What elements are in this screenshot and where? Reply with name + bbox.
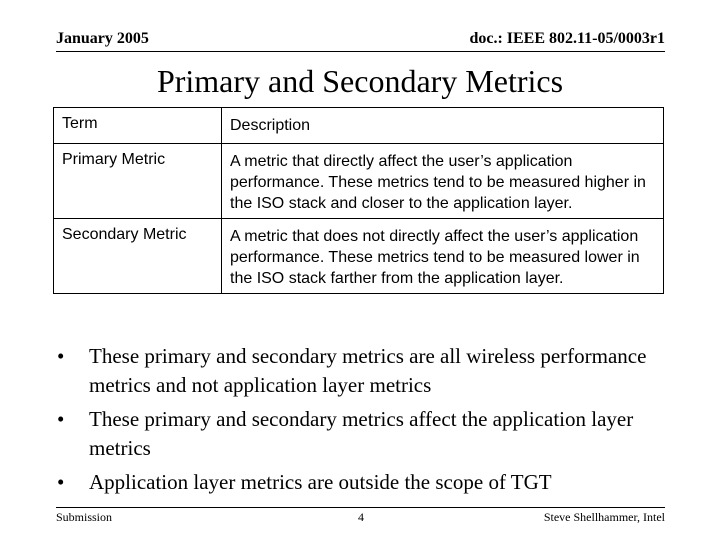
metrics-table [53, 107, 664, 294]
bullet-text: Application layer metrics are outside the scope of TGT [89, 470, 552, 494]
bullet-icon: • [57, 344, 65, 368]
footer-submission: Submission [56, 510, 113, 524]
table-row [54, 144, 664, 219]
list-item [57, 468, 677, 497]
bullet-text: These primary and secondary metrics are all wireless performance metrics and not application layer metrics [89, 344, 647, 397]
bullet-text: These primary and secondary metrics affect the application layer metrics [89, 407, 634, 460]
bullet-icon: • [57, 470, 65, 494]
table-header-row [54, 108, 664, 144]
header-doc-id: doc.: IEEE 802.11-05/0003r1 [469, 30, 665, 47]
header-date: January 2005 [56, 30, 149, 47]
column-header-term: Term [54, 108, 222, 144]
column-header-description: Description [222, 108, 664, 144]
table-row [54, 219, 664, 294]
footer-rule [56, 507, 665, 508]
description-cell: A metric that does not directly affect the user’s application performance. These metrics tend to be measured lower in the ISO stack farther from the application layer. [222, 219, 664, 294]
list-item [57, 342, 677, 400]
bullet-list [57, 342, 677, 502]
header-rule [56, 51, 665, 52]
bullet-icon: • [57, 407, 65, 431]
slide-title: Primary and Secondary Metrics [156, 63, 564, 99]
description-cell: A metric that directly affect the user’s application performance. These metrics tend to be measured higher in the ISO stack and closer to the application layer. [222, 144, 664, 219]
footer-author: Steve Shellhammer, Intel [543, 510, 665, 524]
term-cell: Secondary Metric [54, 219, 222, 294]
footer-page-number: 4 [358, 510, 364, 524]
term-cell: Primary Metric [54, 144, 222, 219]
list-item [57, 405, 677, 463]
